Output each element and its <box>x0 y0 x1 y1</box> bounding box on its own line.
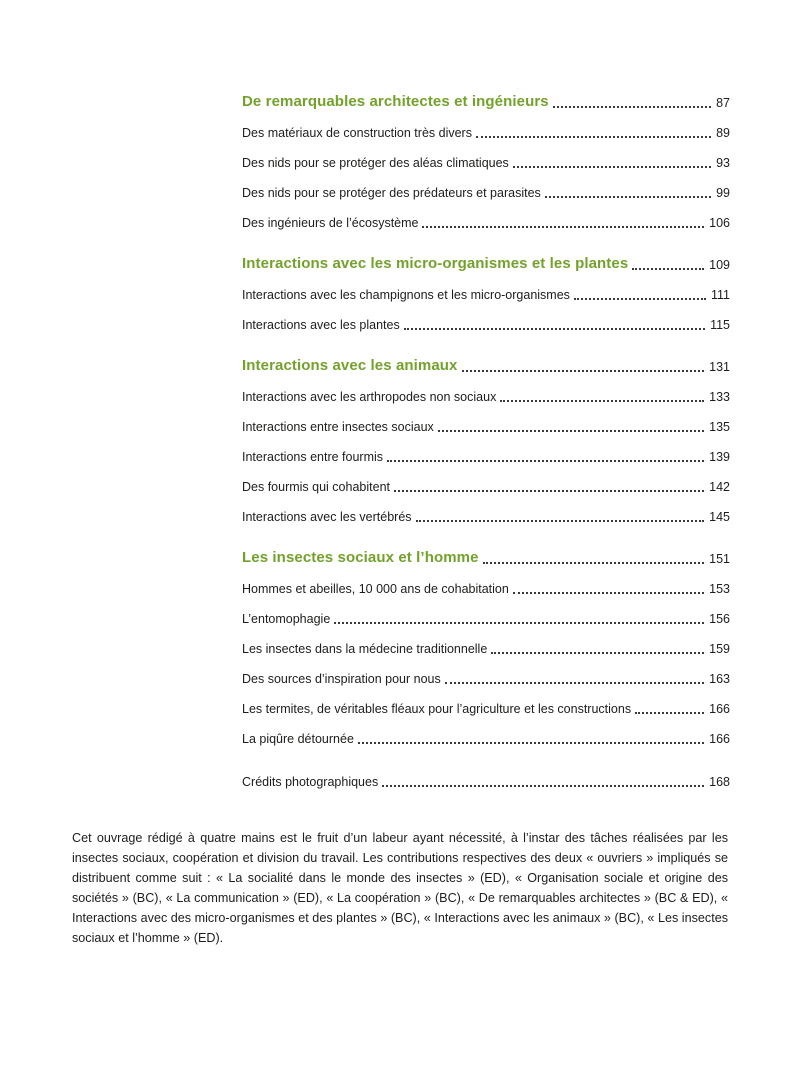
toc-page-number: 106 <box>709 216 730 230</box>
toc-entry <box>242 156 730 171</box>
toc-entry-title: Les termites, de véritables fléaux pour l’agriculture et les constructions <box>242 702 632 716</box>
toc-entry <box>242 612 730 627</box>
toc-page-number: 159 <box>709 642 730 656</box>
toc-entry-title: Interactions avec les vertébrés <box>242 510 412 524</box>
toc-entry-title: Des fourmis qui cohabitent <box>242 480 390 494</box>
dot-leader <box>462 370 705 372</box>
dot-leader <box>334 622 704 624</box>
toc-page-number: 135 <box>709 420 730 434</box>
dot-leader <box>422 226 704 228</box>
toc-section-header <box>242 549 730 567</box>
dot-leader <box>404 328 705 330</box>
toc-entry <box>242 186 730 201</box>
toc-page-number: 163 <box>709 672 730 686</box>
toc-entry <box>242 480 730 495</box>
toc-entry <box>242 702 730 717</box>
toc-page-number: 145 <box>709 510 730 524</box>
toc-entry <box>242 318 730 333</box>
dot-leader <box>513 592 704 594</box>
toc-entry-title: Interactions entre fourmis <box>242 450 384 464</box>
toc-entry-title: Les insectes dans la médecine traditionnelle <box>242 642 488 656</box>
toc-entry-title: Des matériaux de construction très divers <box>242 126 472 140</box>
dot-leader <box>635 712 704 714</box>
toc-section <box>242 549 730 747</box>
toc-page-number: 151 <box>709 552 730 566</box>
toc-page-number: 156 <box>709 612 730 626</box>
toc-section-header <box>242 357 730 375</box>
dot-leader <box>500 400 704 402</box>
toc-page-number: 166 <box>709 702 730 716</box>
toc-entry-title: Interactions avec les champignons et les micro-organismes <box>242 288 570 302</box>
toc-page-number: 166 <box>709 732 730 746</box>
toc-page-number: 99 <box>716 186 730 200</box>
dot-leader <box>416 520 705 522</box>
toc-entry-title: Crédits photographiques <box>242 775 379 789</box>
toc-entry-title: Hommes et abeilles, 10 000 ans de cohabitation <box>242 582 509 596</box>
toc-page-number: 139 <box>709 450 730 464</box>
dot-leader <box>491 652 704 654</box>
toc-page-number: 93 <box>716 156 730 170</box>
toc-entry-title: Des sources d’inspiration pour nous <box>242 672 441 686</box>
toc-entry <box>242 390 730 405</box>
toc-entry-title: Des nids pour se protéger des aléas climatiques <box>242 156 509 170</box>
toc-section-title: De remarquables architectes et ingénieurs <box>242 93 549 110</box>
authors-contribution-note: Cet ouvrage rédigé à quatre mains est le fruit d’un labeur ayant nécessité, à l’instar des tâches réalisées par les insectes sociaux, coopération et division du travail. Les contributions respectives des deux « ouvriers » impliqués se distribuent comme suit : « La socialité dans le monde des insectes » (ED), « Organisation sociale et origine des sociétés » (BC), « La communication » (ED), « La coopération » (BC), « De remarquables architectes » (BC & ED), « Interactions avec des micro-organismes et des plantes » (BC), « Interactions avec les animaux » (BC), « Les insectes sociaux et l’homme » (ED). <box>72 831 728 945</box>
toc-section-header <box>242 93 730 111</box>
toc-entry <box>242 450 730 465</box>
dot-leader <box>445 682 704 684</box>
dot-leader <box>513 166 711 168</box>
dot-leader <box>553 106 711 108</box>
dot-leader <box>632 268 704 270</box>
dot-leader <box>387 460 704 462</box>
toc-entry <box>242 582 730 597</box>
toc-section-title: Interactions avec les micro-organismes et les plantes <box>242 255 629 272</box>
dot-leader <box>476 136 711 138</box>
toc-entry <box>242 672 730 687</box>
toc-entry-title: La piqûre détournée <box>242 732 354 746</box>
toc-page-number: 133 <box>709 390 730 404</box>
toc-entry <box>242 126 730 141</box>
toc-entry <box>242 216 730 231</box>
dot-leader <box>394 490 704 492</box>
toc-entry <box>242 420 730 435</box>
table-of-contents <box>242 93 730 790</box>
toc-section <box>242 357 730 525</box>
toc-entry <box>242 510 730 525</box>
toc-page-number: 115 <box>710 318 730 332</box>
toc-entry-title: Interactions avec les plantes <box>242 318 400 332</box>
toc-entry <box>242 288 730 303</box>
toc-entry-title: Des ingénieurs de l’écosystème <box>242 216 419 230</box>
toc-section-title: Les insectes sociaux et l’homme <box>242 549 479 566</box>
toc-section <box>242 93 730 231</box>
dot-leader <box>574 298 706 300</box>
toc-entry-title: Interactions avec les arthropodes non sociaux <box>242 390 497 404</box>
dot-leader <box>438 430 704 432</box>
toc-entry-credits <box>242 775 730 790</box>
toc-page-number: 89 <box>716 126 730 140</box>
toc-section-title: Interactions avec les animaux <box>242 357 458 374</box>
toc-entry-title: L’entomophagie <box>242 612 331 626</box>
toc-page-number: 131 <box>709 360 730 374</box>
toc-entry-title: Interactions entre insectes sociaux <box>242 420 434 434</box>
toc-page-number: 109 <box>709 258 730 272</box>
toc-page-number: 168 <box>709 775 730 789</box>
toc-page-number: 142 <box>709 480 730 494</box>
toc-section <box>242 255 730 333</box>
dot-leader <box>382 785 704 787</box>
dot-leader <box>545 196 711 198</box>
toc-entry <box>242 642 730 657</box>
dot-leader <box>483 562 705 564</box>
dot-leader <box>358 742 704 744</box>
toc-entry-title: Des nids pour se protéger des prédateurs et parasites <box>242 186 541 200</box>
toc-page-number: 87 <box>716 96 730 110</box>
toc-page-number: 111 <box>710 288 730 302</box>
toc-section-header <box>242 255 730 273</box>
toc-page-number: 153 <box>709 582 730 596</box>
toc-entry <box>242 732 730 747</box>
